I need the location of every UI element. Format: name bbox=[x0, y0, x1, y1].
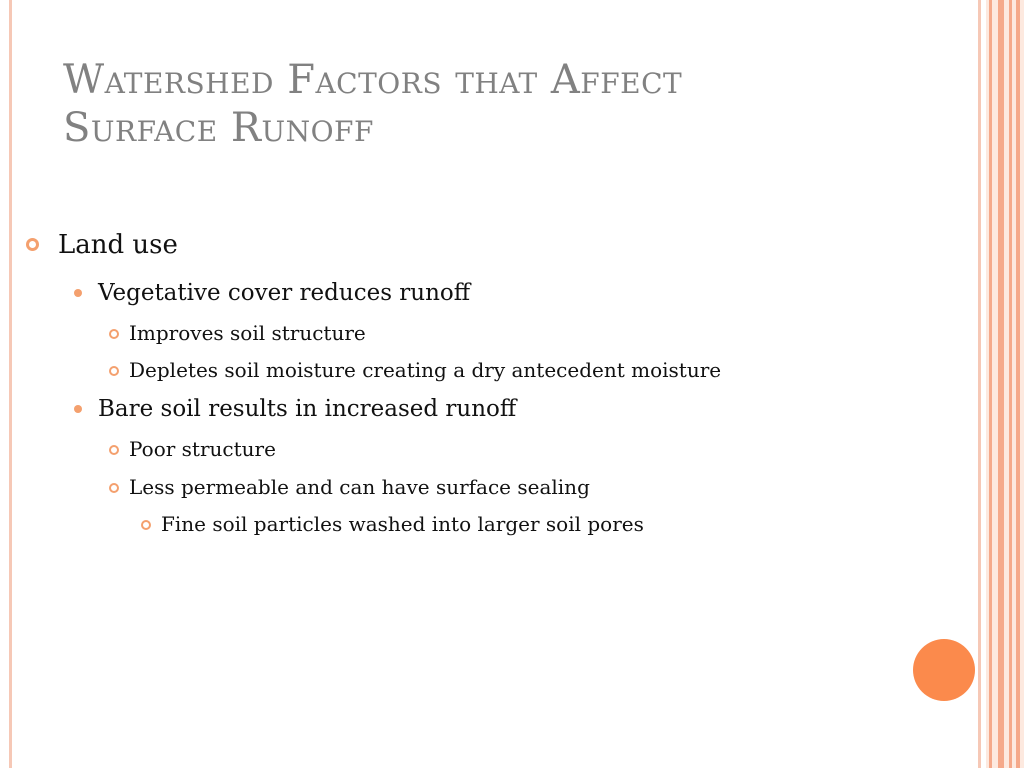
bullet-bare-soil bbox=[74, 396, 516, 422]
right-frame-line bbox=[978, 0, 981, 768]
bullet-text: Vegetative cover reduces runoff bbox=[98, 280, 471, 306]
bullet-land-use bbox=[26, 230, 178, 260]
ring-bullet-icon bbox=[109, 445, 119, 455]
ring-bullet-icon bbox=[141, 520, 151, 530]
right-stripe bbox=[989, 0, 992, 768]
right-stripe bbox=[1016, 0, 1020, 768]
bullet-text: Poor structure bbox=[129, 437, 276, 461]
right-stripe bbox=[1009, 0, 1012, 768]
bullet-poor-structure bbox=[109, 437, 276, 461]
bullet-text: Depletes soil moisture creating a dry antecedent moisture bbox=[129, 358, 722, 382]
bullet-fine-particles bbox=[141, 512, 644, 536]
bullet-depletes-moisture bbox=[109, 358, 721, 382]
bullet-text: Land use bbox=[58, 230, 178, 260]
title-line-2: Surface Runoff bbox=[63, 105, 374, 151]
bullet-text: Less permeable and can have surface sealing bbox=[129, 475, 590, 499]
dot-bullet-icon bbox=[74, 405, 82, 413]
right-stripe bbox=[998, 0, 1004, 768]
bullet-text: Improves soil structure bbox=[129, 321, 366, 345]
bullet-less-permeable bbox=[109, 475, 590, 499]
bullet-vegetative-cover bbox=[74, 280, 470, 306]
dot-bullet-icon bbox=[74, 289, 82, 297]
ring-bullet-icon bbox=[26, 238, 39, 251]
ring-bullet-icon bbox=[109, 483, 119, 493]
slide-title bbox=[63, 56, 943, 152]
bullet-text: Bare soil results in increased runoff bbox=[98, 396, 517, 422]
orange-circle-decoration bbox=[913, 639, 975, 701]
bullet-improves-soil bbox=[109, 321, 366, 345]
ring-bullet-icon bbox=[109, 366, 119, 376]
ring-bullet-icon bbox=[109, 329, 119, 339]
title-line-1: Watershed Factors that Affect bbox=[63, 57, 683, 103]
left-frame-line bbox=[9, 0, 12, 768]
bullet-text: Fine soil particles washed into larger soil pores bbox=[161, 512, 644, 536]
